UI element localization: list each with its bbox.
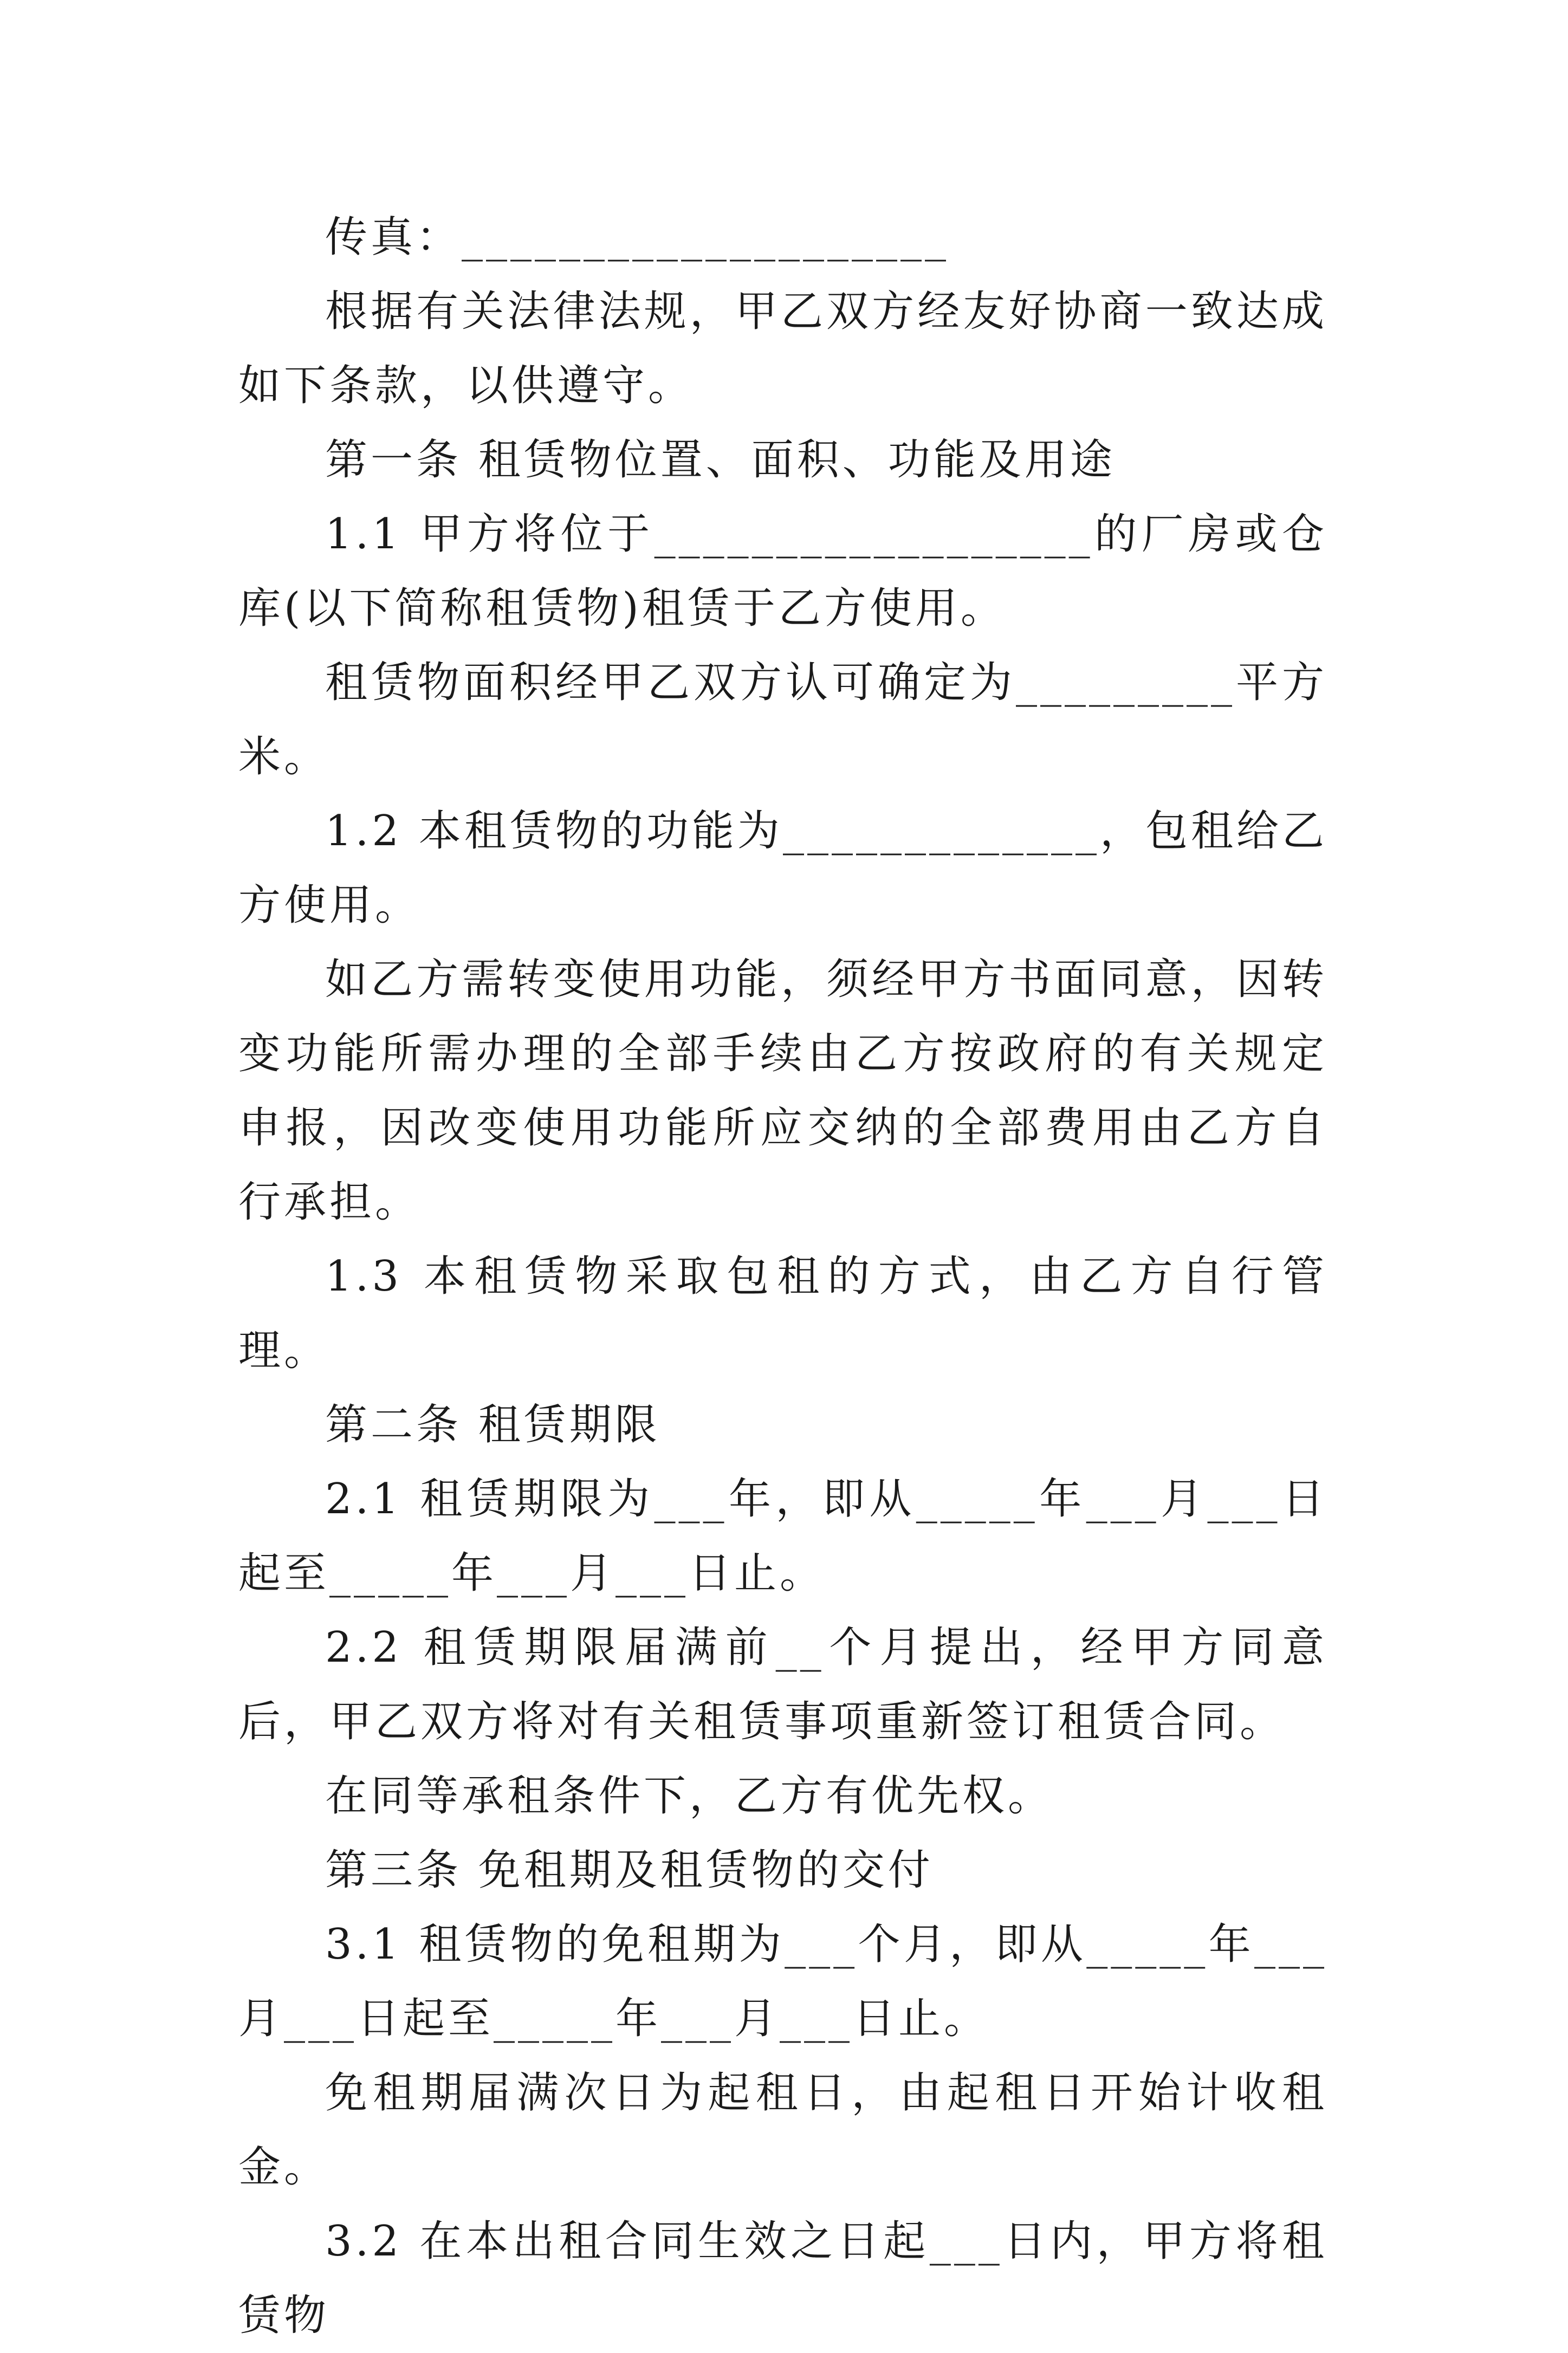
function-change-paragraph: 如乙方需转变使用功能，须经甲方书面同意，因转变功能所需办理的全部手续由乙方按政府的有关规定申报，因改变使用功能所应交纳的全部费用由乙方自行承担。 (238, 955, 1327, 1227)
clause-3-1: 3.1 租赁物的免租期为___个月，即从_____年___月___日起至_____年___月___日止。 (238, 1920, 1327, 2043)
preamble-paragraph: 根据有关法律法规，甲乙双方经友好协商一致达成如下条款，以供遵守。 (238, 287, 1327, 410)
article-3-heading: 第三条 免租期及租赁物的交付 (325, 1846, 934, 1895)
clause-1-1: 1.1 甲方将位于__________________的厂房或仓库(以下简称租赁物)租赁于乙方使用。 (238, 510, 1327, 633)
clause-3-2: 3.2 在本出租合同生效之日起___日内，甲方将租赁物 (238, 2217, 1327, 2340)
document-body (238, 200, 1327, 2353)
priority-paragraph: 在同等承租条件下，乙方有优先权。 (325, 1772, 1054, 1820)
article-1-heading: 第一条 租赁物位置、面积、功能及用途 (325, 436, 1116, 484)
article-2-heading: 第二条 租赁期限 (325, 1401, 660, 1449)
clause-1-2: 1.2 本租赁物的功能为_____________，包租给乙方使用。 (238, 807, 1327, 930)
clause-2-2: 2.2 租赁期限届满前__个月提出，经甲方同意后，甲乙双方将对有关租赁事项重新签订租赁合同。 (238, 1623, 1327, 1746)
clause-2-1: 2.1 租赁期限为___年，即从_____年___月___日起至_____年___月___日止。 (238, 1475, 1327, 1598)
rent-start-paragraph: 免租期届满次日为起租日，由起租日开始计收租金。 (238, 2069, 1327, 2192)
fax-line: 传真：____________________ (325, 213, 950, 262)
clause-1-3: 1.3 本租赁物采取包租的方式，由乙方自行管理。 (238, 1252, 1327, 1375)
area-paragraph: 租赁物面积经甲乙双方认可确定为_________平方米。 (238, 658, 1327, 781)
